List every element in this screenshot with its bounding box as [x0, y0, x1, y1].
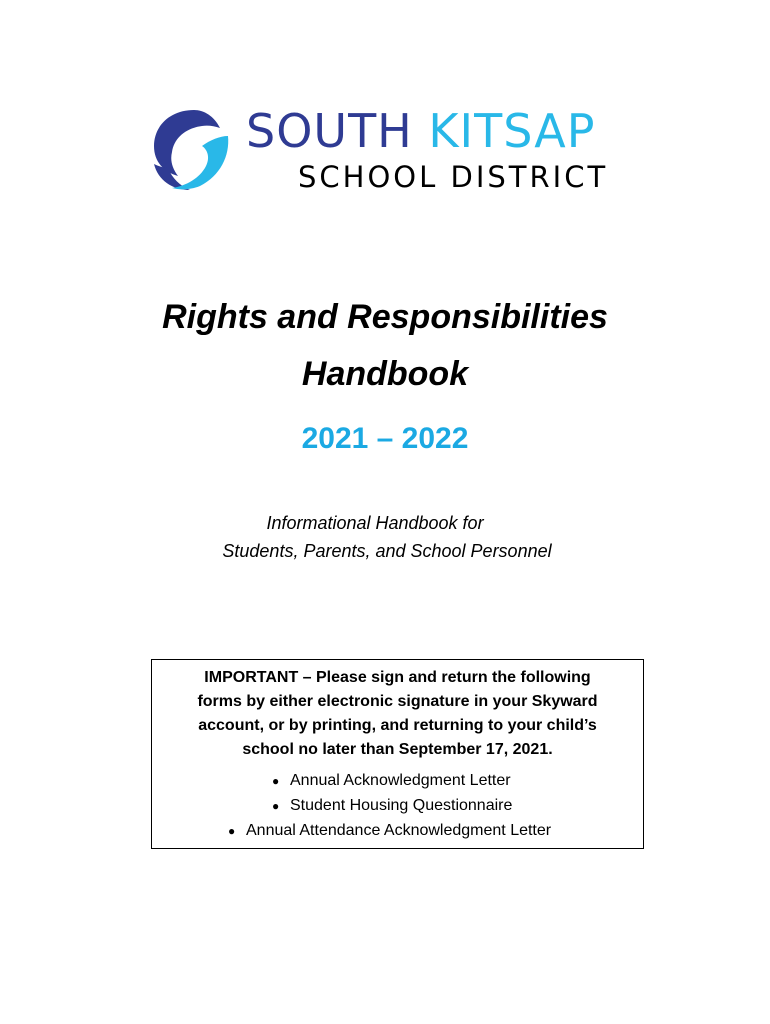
document-title-line2: Handbook [301, 355, 469, 393]
logo-word-south: SOUTH [246, 104, 413, 158]
subtitle-line1: Informational Handbook for [266, 513, 484, 533]
list-item-label: Student Housing Questionnaire [290, 797, 513, 814]
list-item [272, 768, 511, 794]
notice-line: school no later than September 17, 2021. [242, 741, 553, 758]
district-logo [150, 104, 640, 194]
logo-word-kitsap: KITSAP [428, 104, 596, 158]
list-item-label: Annual Acknowledgment Letter [290, 772, 511, 789]
notice-line: IMPORTANT – Please sign and return the following [204, 669, 591, 686]
bullet-icon: ● [272, 799, 280, 813]
bullet-icon: ● [228, 824, 236, 838]
district-logo-mark-icon [150, 106, 232, 192]
notice-line: account, or by printing, and returning to your child’s [198, 717, 597, 734]
subtitle-line2: Students, Parents, and School Personnel [222, 541, 552, 561]
logo-wordmark-line2: SCHOOL DISTRICT [298, 160, 609, 194]
list-item [272, 793, 512, 819]
logo-wordmark-line1 [246, 106, 595, 156]
list-item-label: Annual Attendance Acknowledgment Letter [246, 822, 552, 839]
important-notice-box [151, 659, 644, 849]
school-year: 2021 – 2022 [301, 422, 469, 455]
notice-line: forms by either electronic signature in your Skyward [197, 693, 598, 710]
document-title-line1: Rights and Responsibilities [162, 298, 608, 336]
list-item [228, 818, 551, 844]
notice-paragraph [152, 666, 643, 762]
bullet-icon: ● [272, 774, 280, 788]
